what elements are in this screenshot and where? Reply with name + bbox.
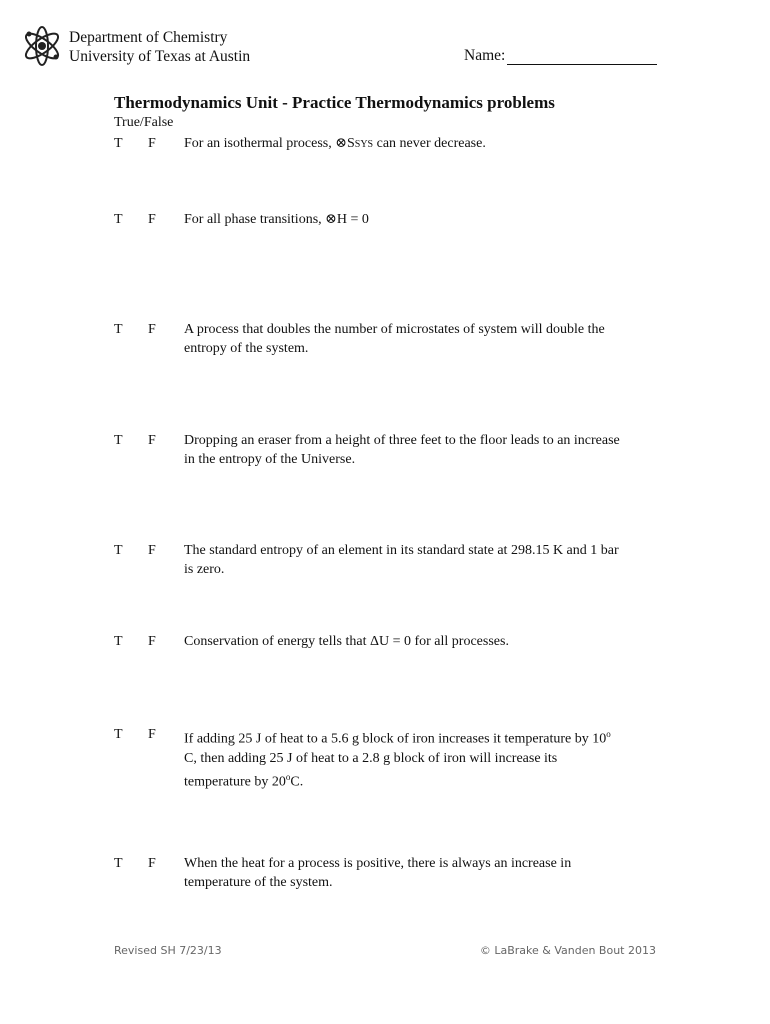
false-option[interactable]: F (148, 727, 156, 742)
true-option[interactable]: T (114, 322, 123, 337)
question-text: Dropping an eraser from a height of three feet to the floor leads to an increase in the entropy of the Universe. (184, 433, 620, 467)
true-option[interactable]: T (114, 727, 123, 742)
question-text: A process that doubles the number of microstates of system will double the entropy of the system. (184, 322, 605, 356)
question-text: For an isothermal process, ⊗SSYS can never decrease. (184, 136, 486, 151)
false-option[interactable]: F (148, 543, 156, 558)
true-option[interactable]: T (114, 634, 123, 649)
page-title: Thermodynamics Unit - Practice Thermodynamics problems (114, 93, 555, 112)
question-text: The standard entropy of an element in its standard state at 298.15 K and 1 bar is zero. (184, 543, 619, 577)
false-option[interactable]: F (148, 212, 156, 227)
name-blank-line[interactable] (507, 48, 657, 65)
university-name: University of Texas at Austin (69, 48, 251, 65)
false-option[interactable]: F (148, 136, 156, 151)
atom-logo-icon (20, 24, 64, 68)
section-heading: True/False (114, 115, 174, 130)
question-text: If adding 25 J of heat to a 5.6 g block of iron increases it temperature by 10$^o$ C, then adding 25 J of heat to a 2.8 g block of iron will increase its temperature by 20$^o$C. (184, 729, 611, 790)
true-option[interactable]: T (114, 433, 123, 448)
false-option[interactable]: F (148, 433, 156, 448)
true-option[interactable]: T (114, 856, 123, 871)
name-field (464, 47, 657, 65)
question-text: When the heat for a process is positive, there is always an increase in temperature of the system. (184, 856, 572, 890)
true-option[interactable]: T (114, 543, 123, 558)
true-option[interactable]: T (114, 136, 123, 151)
department-name: Department of Chemistry (69, 29, 228, 46)
name-label: Name: (464, 47, 506, 64)
copyright-footer: © LaBrake & Vanden Bout 2013 (479, 944, 656, 957)
false-option[interactable]: F (148, 322, 156, 337)
true-option[interactable]: T (114, 212, 123, 227)
false-option[interactable]: F (148, 856, 156, 871)
question-text: For all phase transitions, ⊗H = 0 (184, 212, 369, 227)
false-option[interactable]: F (148, 634, 156, 649)
department-header (69, 28, 250, 66)
revision-footer: Revised SH 7/23/13 (114, 944, 222, 957)
question-text: Conservation of energy tells that ΔU = 0 for all processes. (184, 634, 509, 649)
